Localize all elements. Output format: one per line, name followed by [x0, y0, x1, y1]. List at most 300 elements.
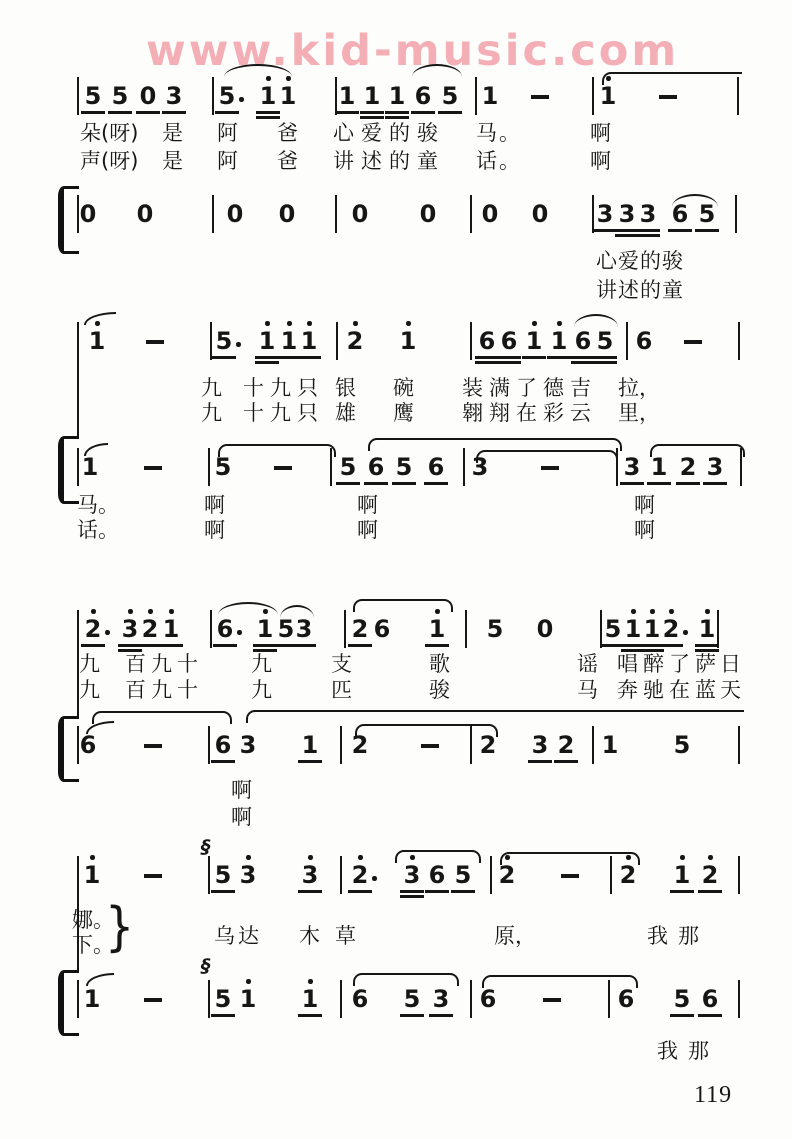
note-digit: 3 [121, 615, 139, 643]
lyric-text: 马。 [476, 121, 522, 145]
note-digit: 3 [596, 200, 614, 228]
note-digit: 3 [618, 200, 636, 228]
note-digit: 5 [698, 200, 716, 228]
beam-underline [620, 482, 644, 485]
held-note-dash [274, 466, 292, 470]
lyric-text: 银 [335, 376, 356, 400]
segno-sign: § [201, 836, 211, 858]
note-digit: 5 [218, 82, 236, 110]
octave-dot [246, 855, 251, 860]
held-note-dash [659, 95, 677, 99]
lyric-text: 马 [577, 678, 598, 702]
lyric-text: 爸 [277, 121, 298, 145]
lyric-text: 啊 [231, 778, 252, 802]
note-digit: 6 [373, 615, 391, 643]
measure-barline [344, 610, 346, 648]
note-digit: 1 [88, 327, 106, 355]
held-note-dash [543, 998, 561, 1002]
held-note-dash [144, 744, 162, 748]
note-digit: 0 [536, 615, 554, 643]
note-digit: 2 [351, 615, 369, 643]
note-digit: 5 [673, 985, 691, 1013]
beam-underline [385, 111, 409, 114]
beam-underline [400, 1014, 424, 1017]
note-digit: 1 [428, 615, 446, 643]
measure-barline [208, 980, 210, 1018]
slur-tie [280, 605, 314, 618]
lyric-text: 啊 [204, 493, 225, 517]
note-digit: 0 [351, 200, 369, 228]
slur-tie [84, 312, 116, 325]
note-digit: 6 [79, 731, 97, 759]
lyric-text: 九 [201, 376, 222, 400]
measure-barline [470, 322, 472, 360]
lyric-text: 我那 [657, 1039, 719, 1063]
lyric-text: 歌 [429, 652, 450, 676]
lyric-text: 心爱的骏 [333, 121, 445, 145]
note-digit: 1 [624, 615, 642, 643]
note-digit: 5 [84, 82, 102, 110]
lyric-text: 朵(呀) [80, 121, 139, 145]
lyric-text: 里， [618, 401, 660, 425]
note-digit: 1 [280, 327, 298, 355]
held-note-dash [684, 340, 702, 344]
beam-underline-2 [636, 234, 660, 237]
note-digit: 5 [111, 82, 129, 110]
note-digit: 1 [599, 82, 617, 110]
note-digit: 2 [679, 453, 697, 481]
slur-tie [395, 850, 481, 863]
lyric-text: 马。 [77, 493, 119, 517]
note-digit: 2 [351, 861, 369, 889]
beam-underline [364, 482, 388, 485]
lyric-text: 九 [79, 652, 100, 676]
note-digit: 5 [395, 453, 413, 481]
beam-underline [211, 1014, 235, 1017]
note-digit: 3 [295, 615, 313, 643]
duration-dot [105, 630, 110, 635]
note-digit: 6 [635, 327, 653, 355]
beam-underline [647, 482, 671, 485]
note-digit: 1 [601, 731, 619, 759]
beam-underline [400, 890, 424, 893]
measure-barline [340, 726, 342, 764]
note-digit: 6 [574, 327, 592, 355]
beam-underline [593, 356, 617, 359]
note-digit: 1 [301, 985, 319, 1013]
measure-barline [592, 726, 594, 764]
lyric-text: 支 [331, 652, 352, 676]
held-note-dash [561, 874, 579, 878]
note-digit: 2 [701, 861, 719, 889]
measure-barline [463, 448, 465, 486]
note-digit: 3 [301, 861, 319, 889]
lyric-text: 啊 [357, 493, 378, 517]
note-digit: 1 [698, 615, 716, 643]
octave-dot [128, 609, 133, 614]
note-digit: 3 [531, 731, 549, 759]
lyric-text: 啊 [231, 805, 252, 829]
note-digit: 5 [215, 327, 233, 355]
measure-barline [208, 448, 210, 486]
lyric-text: 下。 [72, 933, 114, 957]
lyric-text: 九 [251, 678, 272, 702]
note-digit: 2 [479, 731, 497, 759]
beam-underline [255, 356, 279, 359]
lyric-text: 啊 [634, 518, 655, 542]
note-digit: 1 [258, 327, 276, 355]
beam-underline [211, 890, 235, 893]
octave-dot [353, 321, 358, 326]
note-digit: 5 [277, 615, 295, 643]
note-digit: 3 [432, 985, 450, 1013]
held-note-dash [144, 466, 162, 470]
lyric-text: 天 [720, 678, 741, 702]
note-digit: 1 [388, 82, 406, 110]
slur-tie [86, 973, 114, 986]
measure-barline [470, 980, 472, 1018]
octave-dot [557, 321, 562, 326]
measure-barline [738, 856, 740, 894]
note-digit: 5 [596, 327, 614, 355]
lyric-text: 啊 [590, 149, 611, 173]
octave-dot [148, 609, 153, 614]
note-digit: 6 [478, 327, 496, 355]
beam-underline [636, 229, 660, 232]
note-digit: 1 [81, 453, 99, 481]
measure-barline [208, 726, 210, 764]
slur-tie [476, 450, 618, 463]
octave-dot [308, 979, 313, 984]
lyric-text: 是 [162, 121, 183, 145]
measure-barline [208, 856, 210, 894]
measure-barline [212, 77, 214, 115]
beam-underline [298, 1014, 322, 1017]
note-digit: 3 [403, 861, 421, 889]
note-digit: 3 [165, 82, 183, 110]
note-digit: 1 [162, 615, 180, 643]
beam-underline [211, 760, 235, 763]
beam-underline [451, 890, 475, 893]
beam-underline [695, 229, 719, 232]
note-digit: 1 [83, 861, 101, 889]
slur-tie [218, 602, 278, 615]
measure-barline [210, 610, 212, 648]
lyric-text: 九 [201, 401, 222, 425]
note-digit: 2 [498, 861, 516, 889]
note-digit: 1 [643, 615, 661, 643]
beam-underline-2 [385, 116, 409, 119]
note-digit: 5 [403, 985, 421, 1013]
slur-tie [84, 443, 108, 456]
slur-tie [500, 852, 640, 865]
note-digit: 1 [256, 615, 274, 643]
measure-barline [735, 195, 737, 233]
lyric-text: 声(呀) [80, 149, 139, 173]
beam-underline [336, 482, 360, 485]
beam-underline [593, 229, 617, 232]
beam-underline [215, 111, 239, 114]
note-digit: 6 [414, 82, 432, 110]
note-digit: 2 [346, 327, 364, 355]
beam-underline-2 [571, 361, 595, 364]
octave-dot [307, 321, 312, 326]
beam-underline-2 [360, 116, 384, 119]
note-digit: 5 [214, 861, 232, 889]
lyric-text: 是 [162, 149, 183, 173]
beam-underline [668, 229, 692, 232]
lyric-text: 我那 [647, 924, 709, 948]
note-digit: 1 [300, 327, 318, 355]
beam-underline [298, 890, 322, 893]
note-digit: 1 [550, 327, 568, 355]
lyric-text: 原， [494, 924, 536, 948]
beam-underline [497, 356, 521, 359]
lyric-text: 雄 [335, 401, 356, 425]
lyric-text: 啊 [204, 518, 225, 542]
note-digit: 1 [239, 985, 257, 1013]
lyric-text: 木 [299, 924, 320, 948]
lyric-text: 爸 [277, 149, 298, 173]
note-digit: 5 [454, 861, 472, 889]
page-number: 119 [694, 1082, 733, 1108]
note-digit: 1 [363, 82, 381, 110]
watermark-text: www.kid-music.com [146, 26, 680, 76]
measure-barline [738, 322, 740, 360]
lyric-text: 讲述的童 [596, 278, 684, 302]
note-digit: 0 [226, 200, 244, 228]
note-digit: 2 [662, 615, 680, 643]
measure-barline [475, 77, 477, 115]
note-digit: 6 [617, 985, 635, 1013]
note-digit: 6 [214, 731, 232, 759]
measure-barline [626, 322, 628, 360]
lyric-text: 奔驰在蓝 [617, 678, 721, 702]
note-digit: 0 [481, 200, 499, 228]
beam-underline [695, 644, 719, 647]
beam-underline [298, 760, 322, 763]
octave-dot [650, 609, 655, 614]
beam-underline [392, 482, 416, 485]
slur-tie [672, 194, 718, 207]
lyric-text: 九 [79, 678, 100, 702]
beam-underline [81, 644, 105, 647]
lyric-text: 拉， [618, 376, 660, 400]
duration-dot [683, 630, 688, 635]
note-digit: 5 [214, 985, 232, 1013]
lyric-text: 话。 [476, 149, 522, 173]
held-note-dash [146, 340, 164, 344]
note-digit: 0 [531, 200, 549, 228]
lyric-text: 碗 [393, 376, 414, 400]
lyric-text: 草 [335, 924, 356, 948]
octave-dot [246, 979, 251, 984]
beam-underline [571, 356, 595, 359]
note-digit: 3 [623, 453, 641, 481]
octave-dot [680, 855, 685, 860]
measure-barline [340, 856, 342, 894]
lyric-text: 唱醉了萨 [617, 652, 721, 676]
measure-barline [340, 980, 342, 1018]
beam-underline [212, 356, 236, 359]
lyric-text: 匹 [331, 678, 352, 702]
lyric-text: 百九十 [125, 652, 203, 676]
beam-underline-2 [255, 361, 279, 364]
beam-underline [81, 111, 105, 114]
lyric-text: 九 [251, 652, 272, 676]
slur-tie [92, 711, 232, 724]
note-digit: 1 [259, 82, 277, 110]
held-note-dash [421, 744, 439, 748]
duration-dot [237, 630, 242, 635]
octave-dot [532, 321, 537, 326]
beam-underline [698, 1014, 722, 1017]
note-digit: 5 [604, 615, 622, 643]
octave-dot [287, 321, 292, 326]
beam-underline [424, 482, 448, 485]
beam-underline [528, 760, 552, 763]
lyric-text: 啊 [357, 518, 378, 542]
note-digit: 1 [301, 731, 319, 759]
note-digit: 1 [481, 82, 499, 110]
duration-dot [236, 342, 241, 347]
beam-underline [475, 356, 499, 359]
beam-underline [348, 644, 372, 647]
lyric-text: 日 [720, 652, 741, 676]
slur-tie [602, 72, 742, 85]
octave-dot [708, 855, 713, 860]
beam-underline-2 [400, 895, 424, 898]
note-digit: 3 [706, 453, 724, 481]
note-digit: 1 [399, 327, 417, 355]
note-digit: 0 [139, 82, 157, 110]
slur-tie [482, 975, 638, 988]
note-digit: 2 [619, 861, 637, 889]
lyric-text: 十九只 [243, 401, 324, 425]
beam-underline-2 [497, 361, 521, 364]
beam-underline [162, 111, 186, 114]
duration-dot [372, 876, 377, 881]
note-digit: 1 [650, 453, 668, 481]
octave-dot [406, 321, 411, 326]
lyric-text: 啊 [590, 121, 611, 145]
measure-barline [738, 726, 740, 764]
beam-underline [292, 644, 316, 647]
held-note-dash [531, 95, 549, 99]
beam-underline-2 [475, 361, 499, 364]
note-digit: 6 [671, 200, 689, 228]
lyric-text: 十九只 [243, 376, 324, 400]
note-digit: 0 [419, 200, 437, 228]
note-digit: 6 [216, 615, 234, 643]
measure-barline [470, 195, 472, 233]
beam-underline [425, 644, 449, 647]
beam-underline [213, 644, 237, 647]
beam-underline-2 [256, 116, 280, 119]
lyric-text: 阿 [217, 149, 238, 173]
note-digit: 6 [427, 453, 445, 481]
held-note-dash [144, 998, 162, 1002]
slur-tie [574, 314, 618, 327]
lyric-text: 装满了德吉 [462, 376, 597, 400]
beam-underline [256, 111, 280, 114]
system-connector-line [77, 323, 79, 436]
lyric-text: 阿 [217, 121, 238, 145]
beam-underline [438, 111, 462, 114]
lyric-text: 翱翔在彩云 [462, 401, 597, 425]
beam-underline [411, 111, 435, 114]
octave-dot [91, 609, 96, 614]
beam-underline [547, 356, 571, 359]
octave-dot [631, 609, 636, 614]
measure-barline [592, 77, 594, 115]
note-digit: 2 [141, 615, 159, 643]
note-digit: 5 [673, 731, 691, 759]
beam-underline [703, 482, 727, 485]
beam-underline [670, 1014, 694, 1017]
slur-tie [650, 444, 745, 457]
measure-barline [465, 610, 467, 648]
note-digit: 1 [525, 327, 543, 355]
octave-dot [358, 855, 363, 860]
beam-underline [360, 111, 384, 114]
note-digit: 2 [84, 615, 102, 643]
note-digit: 2 [557, 731, 575, 759]
beam-underline [429, 1014, 453, 1017]
beam-underline [297, 356, 321, 359]
octave-dot [669, 609, 674, 614]
note-digit: 6 [500, 327, 518, 355]
lyric-text: 百九十 [125, 678, 203, 702]
slur-tie [218, 444, 336, 457]
measure-barline [212, 195, 214, 233]
octave-dot [705, 609, 710, 614]
note-digit: 2 [351, 731, 369, 759]
note-digit: 6 [351, 985, 369, 1013]
note-digit: 0 [136, 200, 154, 228]
lyric-text: 讲述的童 [333, 149, 445, 173]
measure-barline [335, 195, 337, 233]
measure-barline [738, 980, 740, 1018]
measure-barline [336, 322, 338, 360]
beam-underline [159, 644, 183, 647]
lyric-text: 鹰 [393, 401, 414, 425]
lyric-text: 啊 [634, 493, 655, 517]
beam-underline [676, 482, 700, 485]
lyric-text: 谣 [577, 652, 598, 676]
beam-underline [108, 111, 132, 114]
slur-tie [355, 724, 498, 737]
note-digit: 0 [278, 200, 296, 228]
note-digit: 3 [239, 861, 257, 889]
octave-dot [90, 855, 95, 860]
beam-underline [522, 356, 546, 359]
lyric-text: 心爱的骏 [596, 249, 684, 273]
octave-dot [308, 855, 313, 860]
note-digit: 5 [339, 453, 357, 481]
note-digit: 5 [486, 615, 504, 643]
slur-tie [246, 710, 744, 723]
beam-underline [348, 890, 372, 893]
beam-underline [554, 760, 578, 763]
beam-underline [670, 890, 694, 893]
note-digit: 0 [79, 200, 97, 228]
measure-barline [490, 856, 492, 894]
segno-sign: § [201, 955, 211, 977]
octave-dot [169, 609, 174, 614]
note-digit: 1 [673, 861, 691, 889]
beam-underline [335, 111, 359, 114]
